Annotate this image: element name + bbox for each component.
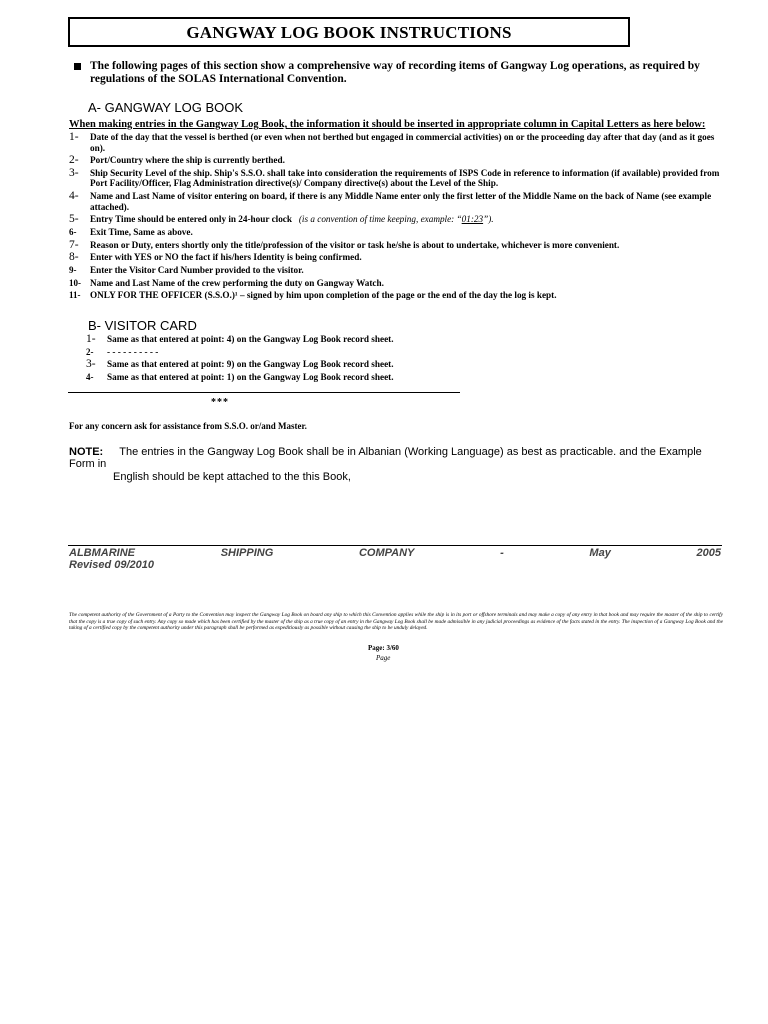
section-b-list xyxy=(86,334,646,385)
legal-footnote: The competent authority of the Government of a Party to the Convention may inspect the Gangway Log Book on board any ship to which this Convention applies while the ship is in its port or offshore terminals and may make a copy of any entry in that book and may require the master of the ship to certify that the copy is a true copy of such entry. Any copy so made which has been certified by the master of the ship as a true copy of an entry in the Gangway Log Book shall be made admissible in any judicial proceedings as evidence of the facts stated in the entry. The inspection of a Gangway Log Book and the taking of a certified copy by the competent authority under this paragraph shall be performed as expeditiously as possible without causing the ship to be unduly delayed. xyxy=(69,612,723,631)
list-item: 1- Date of the day that the vessel is berthed (or even when not berthed but engaged in commercial activities) on or the proceeding day after that day (and as it goes on). xyxy=(69,131,715,153)
note-text: The entries in the Gangway Log Book shall be in Albanian (Working Language) as best as practicable. and the Example Form in xyxy=(69,446,702,470)
section-a-list xyxy=(69,132,724,303)
list-item: 8- Enter with YES or NO the fact if his/hers Identity is being confirmed. xyxy=(69,251,362,264)
concern-text: For any concern ask for assistance from S.S.O. or/and Master. xyxy=(69,421,307,431)
note-label: NOTE: xyxy=(69,446,104,458)
separator-stars: *** xyxy=(211,397,229,408)
note-text-continued: English should be kept attached to the this Book, xyxy=(113,471,351,483)
section-a-heading: A- GANGWAY LOG BOOK xyxy=(88,100,244,115)
footer-divider xyxy=(68,545,722,546)
intro-text: The following pages of this section show a comprehensive way of recording items of Gangway Log operations, as required by regulations of the SOLAS International Convention. xyxy=(90,60,700,85)
list-item: 7- Reason or Duty, enters shortly only the title/profession of the visitor or task he/she is about to undertake, whichever is more convenient. xyxy=(69,238,620,251)
square-bullet-icon xyxy=(74,63,81,70)
list-item: 4- Same as that entered at point: 1) on the Gangway Log Book record sheet. xyxy=(86,372,394,383)
section-b-heading: B- VISITOR CARD xyxy=(88,318,197,333)
list-item: 5- Entry Time should be entered only in 24-hour clock (is a convention of time keeping, example: “01:23”). xyxy=(69,213,494,226)
page-title: GANGWAY LOG BOOK INSTRUCTIONS xyxy=(68,17,630,47)
list-item: 2- - - - - - - - - - - xyxy=(86,346,159,357)
list-item: 1- Same as that entered at point: 4) on the Gangway Log Book record sheet. xyxy=(86,333,394,345)
list-item: 11- ONLY FOR THE OFFICER (S.S.O.)¹ – signed by him upon completion of the page or the end of the day the log is kept. xyxy=(69,290,557,301)
list-item: 10- Name and Last Name of the crew performing the duty on Gangway Watch. xyxy=(69,277,384,288)
footer-month: May xyxy=(589,547,611,559)
list-item: 3- Ship Security Level of the ship. Ship's S.S.O. shall take into consideration the requirements of ISPS Code in reference to information (if available) provided from Port Facility/Officer, Flag Administration directive(s)/ Company directive(s) about the Level of the Ship. xyxy=(69,166,720,189)
list-item: 2- Port/Country where the ship is currently berthed. xyxy=(69,154,285,167)
footer-company: ALBMARINE xyxy=(69,547,135,559)
list-item: 6- Exit Time, Same as above. xyxy=(69,226,193,237)
footer-revised: Revised 09/2010 xyxy=(69,559,155,571)
list-item: 4- Name and Last Name of visitor entering on board, if there is any Middle Name enter only the first letter of the Middle Name on the back of Name (see example attached). xyxy=(69,190,712,212)
footer-year: 2005 xyxy=(696,547,721,559)
divider xyxy=(68,392,460,393)
footer-shipping: SHIPPING xyxy=(220,547,274,559)
footer-company-word: COMPANY xyxy=(358,547,415,559)
footer-dash: - xyxy=(500,547,504,559)
note-paragraph xyxy=(69,446,729,470)
page-label: Page xyxy=(376,654,391,662)
section-a-instruction: When making entries in the Gangway Log Book, the information it should be inserted in appropriate column in Capital Letters as here below: xyxy=(69,119,706,130)
page-number: Page: 3/60 xyxy=(368,644,399,652)
footer xyxy=(69,547,721,559)
list-item: 3- Same as that entered at point: 9) on the Gangway Log Book record sheet. xyxy=(86,358,394,371)
intro-paragraph xyxy=(74,60,724,86)
list-item: 9- Enter the Visitor Card Number provided to the visitor. xyxy=(69,265,304,275)
